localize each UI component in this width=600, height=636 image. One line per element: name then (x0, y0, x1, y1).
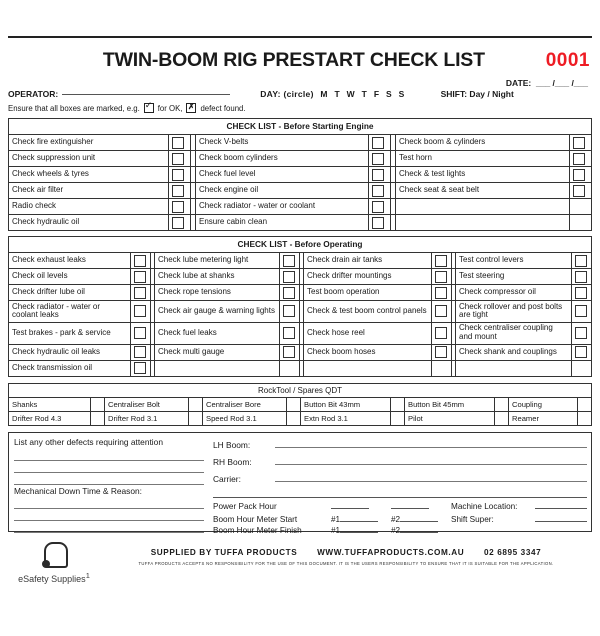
check-item-label: Check radiator - water or coolant (196, 199, 369, 215)
downtime-label: Mechanical Down Time & Reason: (14, 485, 143, 496)
boom-hour-start-field-2[interactable] (391, 515, 451, 526)
check-item-checkbox[interactable] (169, 199, 191, 215)
power-pack-hour-label: Power Pack Hour (213, 501, 277, 511)
check-item-label: Check centraliser coupling and mount (456, 322, 572, 344)
checkbox-icon[interactable] (372, 137, 384, 149)
check-item-label-empty (456, 360, 572, 376)
phone-text: 02 6895 3347 (484, 547, 542, 557)
lh-boom-input-rule[interactable] (275, 437, 587, 448)
checkbox-icon[interactable] (575, 346, 587, 358)
boom-start-f2-label: #2 (391, 515, 401, 525)
day-option-tue[interactable]: T (334, 89, 340, 99)
table-row (9, 269, 592, 285)
carrier-input-rule[interactable] (275, 471, 587, 482)
check-item-label: Check & test lights (396, 167, 570, 183)
check-item-label: Test brakes - park & service (9, 322, 131, 344)
checkbox-icon[interactable] (134, 346, 146, 358)
operator-meta-row (8, 89, 592, 99)
boom-start-f2-rule[interactable] (400, 521, 438, 522)
rocktool-item-label: Pilot (405, 411, 495, 425)
checkbox-icon[interactable] (372, 153, 384, 165)
rocktool-qty-cell[interactable] (495, 411, 509, 425)
rocktool-qty-cell[interactable] (391, 397, 405, 411)
notes-and-meters-block (8, 432, 592, 535)
checkbox-icon[interactable] (372, 217, 384, 229)
boom-hour-start-label: Boom Hour Meter Start (213, 515, 298, 525)
instruction-row (8, 103, 592, 113)
check-item-label: Check boom cylinders (196, 151, 369, 167)
day-label: DAY: (circle) (260, 89, 314, 99)
checkbox-icon[interactable] (372, 185, 384, 197)
checkbox-icon[interactable] (575, 287, 587, 299)
checkbox-placeholder (569, 199, 591, 215)
rocktool-item-label: Speed Rod 3.1 (203, 411, 287, 425)
logo-text (8, 571, 100, 584)
boom-hour-start-row (213, 512, 587, 526)
checkbox-placeholder (571, 360, 591, 376)
table-row (9, 397, 592, 411)
check-item-checkbox[interactable] (569, 135, 591, 151)
rocktool-qty-cell[interactable] (189, 397, 203, 411)
rocktool-item-label: Coupling (509, 397, 578, 411)
table-row (9, 199, 592, 215)
check-item-label: Check V-belts (196, 135, 369, 151)
carrier-label: Carrier: (213, 473, 241, 484)
extra-write-line[interactable] (213, 488, 587, 498)
boom-hour-finish-row (213, 526, 587, 537)
downtime-write-line[interactable] (14, 509, 204, 521)
rocktool-qty-cell[interactable] (577, 397, 591, 411)
day-option-wed[interactable]: W (346, 89, 355, 99)
logo-name: eSafety Supplies (18, 573, 86, 584)
boom-hour-finish-field-1[interactable] (331, 526, 391, 537)
check-item-label: Check drain air tanks (304, 253, 432, 269)
table-row (9, 360, 592, 376)
check-item-label: Check compressor oil (456, 285, 572, 301)
check-item-checkbox[interactable] (280, 301, 300, 323)
table-row (9, 135, 592, 151)
checklist-before-operating (8, 236, 592, 377)
check-item-label: Ensure cabin clean (196, 215, 369, 231)
check-item-label: Check drifter lube oil (9, 285, 131, 301)
booms-and-meters-section (209, 433, 591, 535)
rocktool-spares-table (8, 383, 592, 426)
instruction-ok-text: for OK, (157, 103, 183, 113)
rh-boom-field[interactable] (213, 454, 587, 467)
check-item-label: Check shank and couplings (456, 344, 572, 360)
check-item-checkbox[interactable] (280, 269, 300, 285)
check-item-label: Check boom & cylinders (396, 135, 570, 151)
section-heading-before-operating: CHECK LIST - Before Operating (9, 237, 592, 253)
meters-section (213, 499, 587, 537)
check-item-checkbox[interactable] (571, 253, 591, 269)
operator-field[interactable] (8, 89, 230, 99)
operator-input-rule[interactable] (62, 94, 230, 95)
check-item-label-empty (304, 360, 432, 376)
speech-bubble-icon (41, 542, 67, 570)
checklist-before-starting-engine (8, 118, 592, 231)
rocktool-qty-cell[interactable] (287, 411, 301, 425)
boom-hour-finish-label: Boom Hour Meter Finish (213, 525, 302, 535)
checkbox-icon[interactable] (573, 153, 585, 165)
checkbox-icon[interactable] (435, 287, 447, 299)
date-field[interactable] (8, 78, 592, 88)
checkbox-icon[interactable] (435, 255, 447, 267)
rocktool-item-label: Shanks (9, 397, 91, 411)
machine-location-label: Machine Location: (451, 501, 518, 511)
table-row (9, 253, 592, 269)
table-row (9, 344, 592, 360)
check-item-label: Check air gauge & warning lights (155, 301, 280, 323)
checkbox-icon[interactable] (283, 271, 295, 283)
check-item-checkbox[interactable] (432, 253, 452, 269)
disclaimer-text: TUFFA PRODUCTS ACCEPTS NO RESPONSIBILITY FOR THE USE OF THIS DOCUMENT. IT IS THE USERS RESPONSIBILITY TO ENSURE THAT IT IS SUITABLE FOR THE APPLICATION. (138, 560, 554, 566)
check-item-label: Check fuel leaks (155, 322, 280, 344)
table-row (9, 215, 592, 231)
checkbox-icon[interactable] (283, 305, 295, 317)
check-item-checkbox[interactable] (169, 135, 191, 151)
checkbox-icon[interactable] (575, 271, 587, 283)
check-item-checkbox[interactable] (280, 285, 300, 301)
checkbox-icon[interactable] (372, 201, 384, 213)
check-item-checkbox[interactable] (369, 151, 391, 167)
check-item-label: Check fuel level (196, 167, 369, 183)
power-pack-hour-row (213, 499, 587, 513)
document-number: 0001 (545, 50, 590, 71)
checkbox-tick-icon (144, 103, 154, 113)
day-option-thu[interactable]: T (361, 89, 368, 99)
defects-label: List any other defects requiring attention (14, 436, 163, 447)
check-item-label: Check engine oil (196, 183, 369, 199)
check-item-label-empty (155, 360, 280, 376)
rh-boom-label: RH Boom: (213, 456, 252, 467)
check-item-label-empty (396, 215, 570, 231)
section-heading-before-start: CHECK LIST - Before Starting Engine (9, 119, 592, 135)
document-header (8, 49, 592, 72)
check-item-label: Check lube metering light (155, 253, 280, 269)
table-row (9, 301, 592, 323)
date-blanks: ___ /___ /___ (533, 78, 588, 88)
check-item-checkbox[interactable] (131, 285, 151, 301)
check-item-checkbox[interactable] (571, 322, 591, 344)
boom-start-f1-label: #1 (331, 515, 341, 525)
check-item-label: Check hydraulic oil leaks (9, 344, 131, 360)
check-item-checkbox[interactable] (571, 269, 591, 285)
day-option-mon[interactable]: M (320, 89, 328, 99)
boom-hour-start-field-1[interactable] (331, 515, 391, 526)
page-title: TWIN-BOOM RIG PRESTART CHECK LIST (102, 49, 485, 71)
rocktool-item-label: Centraliser Bore (203, 397, 287, 411)
table-row (9, 167, 592, 183)
checkbox-icon[interactable] (575, 305, 587, 317)
check-item-checkbox[interactable] (569, 167, 591, 183)
check-item-checkbox[interactable] (369, 183, 391, 199)
checkbox-icon[interactable] (435, 327, 447, 339)
supplied-by-text: SUPPLIED BY TUFFA PRODUCTS (150, 547, 298, 557)
checkbox-cross-icon (186, 103, 196, 113)
machine-location-input-rule[interactable] (535, 499, 587, 509)
boom-finish-f2-rule[interactable] (400, 532, 438, 533)
checkbox-icon[interactable] (172, 137, 184, 149)
check-item-label: Test steering (456, 269, 572, 285)
rocktool-item-label: Button Bit 45mm (405, 397, 495, 411)
check-item-label: Check lube at shanks (155, 269, 280, 285)
checkbox-icon[interactable] (134, 327, 146, 339)
day-field[interactable] (260, 89, 404, 99)
check-item-label: Check rollover and post bolts are tight (456, 301, 572, 323)
check-item-checkbox[interactable] (131, 322, 151, 344)
check-item-label: Check wheels & tyres (9, 167, 169, 183)
checkbox-icon[interactable] (435, 305, 447, 317)
check-item-checkbox[interactable] (571, 285, 591, 301)
checkbox-icon[interactable] (575, 327, 587, 339)
check-item-checkbox[interactable] (569, 151, 591, 167)
check-item-label: Check fire extinguisher (9, 135, 169, 151)
rocktool-qty-cell[interactable] (495, 397, 509, 411)
checkbox-icon[interactable] (575, 255, 587, 267)
check-item-checkbox[interactable] (131, 360, 151, 376)
shift-super-input-rule[interactable] (535, 512, 587, 522)
checkbox-icon[interactable] (172, 217, 184, 229)
day-option-sat[interactable]: S (385, 89, 392, 99)
checkbox-icon[interactable] (172, 153, 184, 165)
check-item-checkbox[interactable] (571, 344, 591, 360)
check-item-label-empty (396, 199, 570, 215)
day-option-fri[interactable]: F (373, 89, 380, 99)
check-item-checkbox[interactable] (432, 322, 452, 344)
power-pack-f2-rule[interactable] (391, 508, 429, 509)
prestart-checklist-form (0, 36, 600, 636)
day-options[interactable] (316, 89, 404, 99)
check-item-label: Check & test boom control panels (304, 301, 432, 323)
check-item-checkbox[interactable] (169, 183, 191, 199)
rocktool-qty-cell[interactable] (91, 411, 105, 425)
boom-finish-f1-rule[interactable] (340, 532, 378, 533)
checkbox-icon[interactable] (435, 271, 447, 283)
check-item-label: Check seat & seat belt (396, 183, 570, 199)
checkbox-icon[interactable] (372, 169, 384, 181)
power-pack-field-2[interactable] (391, 502, 451, 513)
supplied-by-line (100, 548, 592, 557)
check-item-checkbox[interactable] (131, 301, 151, 323)
instruction-defect-text: defect found. (200, 103, 246, 113)
table-row (9, 411, 592, 425)
check-item-label: Check radiator - water or coolant leaks (9, 301, 131, 323)
check-item-checkbox[interactable] (432, 269, 452, 285)
rocktool-item-label: Centraliser Bolt (105, 397, 189, 411)
check-item-label: Check multi gauge (155, 344, 280, 360)
check-item-checkbox[interactable] (131, 253, 151, 269)
checkbox-icon[interactable] (172, 185, 184, 197)
checkbox-icon[interactable] (435, 346, 447, 358)
checkbox-icon[interactable] (283, 255, 295, 267)
checkbox-icon[interactable] (172, 201, 184, 213)
defects-write-line[interactable] (14, 449, 204, 461)
rocktool-item-label: Drifter Rod 3.1 (105, 411, 189, 425)
check-item-checkbox[interactable] (280, 344, 300, 360)
checkbox-icon[interactable] (134, 271, 146, 283)
rocktool-item-label: Button Bit 43mm (301, 397, 391, 411)
top-divider (8, 36, 592, 38)
check-item-checkbox[interactable] (169, 215, 191, 231)
lh-boom-label: LH Boom: (213, 439, 251, 450)
power-pack-f1-rule[interactable] (331, 508, 369, 509)
check-item-label: Test horn (396, 151, 570, 167)
rocktool-item-label: Extn Rod 3.1 (301, 411, 391, 425)
checkbox-icon[interactable] (283, 346, 295, 358)
lh-boom-field[interactable] (213, 437, 587, 450)
defects-write-line[interactable] (14, 461, 204, 473)
bubble-dot (42, 560, 50, 568)
boom-hour-finish-field-2[interactable] (391, 526, 451, 537)
table-row (9, 183, 592, 199)
instruction-text: Ensure that all boxes are marked, e.g. (8, 103, 140, 113)
footer (8, 540, 592, 584)
checkbox-icon[interactable] (134, 305, 146, 317)
operator-label: OPERATOR: (8, 89, 59, 99)
check-item-checkbox[interactable] (369, 135, 391, 151)
checkbox-icon[interactable] (283, 287, 295, 299)
carrier-field[interactable] (213, 471, 587, 484)
rocktool-item-label: Drifter Rod 4.3 (9, 411, 91, 425)
rocktool-item-label: Reamer (509, 411, 578, 425)
checkbox-icon[interactable] (134, 287, 146, 299)
check-item-label: Check oil levels (9, 269, 131, 285)
logo-superscript: 1 (85, 570, 90, 580)
esafety-supplies-logo (8, 540, 100, 584)
check-item-checkbox[interactable] (280, 253, 300, 269)
check-item-label: Check transmission oil (9, 360, 131, 376)
date-label: DATE: (505, 78, 532, 88)
check-item-label: Check hose reel (304, 322, 432, 344)
power-pack-field-1[interactable] (331, 502, 391, 513)
check-item-label: Check suppression unit (9, 151, 169, 167)
checkbox-icon[interactable] (283, 327, 295, 339)
check-item-checkbox[interactable] (432, 301, 452, 323)
shift-super-label: Shift Super: (451, 515, 494, 525)
table-row (9, 151, 592, 167)
check-item-label: Check boom hoses (304, 344, 432, 360)
defects-section (9, 433, 209, 531)
check-item-checkbox[interactable] (280, 322, 300, 344)
checkbox-placeholder (280, 360, 300, 376)
checkbox-icon[interactable] (573, 137, 585, 149)
table-row (9, 285, 592, 301)
check-item-checkbox[interactable] (369, 167, 391, 183)
check-item-label: Test boom operation (304, 285, 432, 301)
check-item-checkbox[interactable] (131, 269, 151, 285)
check-item-checkbox[interactable] (169, 167, 191, 183)
shift-field[interactable]: SHIFT: Day / Night (440, 89, 514, 99)
footer-text-block (100, 540, 592, 566)
checkbox-icon[interactable] (573, 185, 585, 197)
check-item-checkbox[interactable] (569, 183, 591, 199)
check-item-checkbox[interactable] (432, 344, 452, 360)
check-item-label: Check exhaust leaks (9, 253, 131, 269)
checkbox-icon[interactable] (134, 255, 146, 267)
boom-finish-f2-label: #2 (391, 525, 401, 535)
rocktool-qty-cell[interactable] (91, 397, 105, 411)
check-item-checkbox[interactable] (131, 344, 151, 360)
website-text[interactable]: WWW.TUFFAPRODUCTS.COM.AU (317, 547, 465, 557)
checkbox-icon[interactable] (172, 169, 184, 181)
check-item-label: Check hydraulic oil (9, 215, 169, 231)
rocktool-qty-cell[interactable] (577, 411, 591, 425)
check-item-checkbox[interactable] (169, 151, 191, 167)
downtime-write-line[interactable] (14, 521, 204, 533)
rh-boom-input-rule[interactable] (275, 454, 587, 465)
check-item-label: Test control levers (456, 253, 572, 269)
day-option-sun[interactable]: S (398, 89, 405, 99)
check-item-checkbox[interactable] (369, 215, 391, 231)
rocktool-qty-cell[interactable] (287, 397, 301, 411)
check-item-label: Radio check (9, 199, 169, 215)
check-item-label: Check drifter mountings (304, 269, 432, 285)
check-item-checkbox[interactable] (571, 301, 591, 323)
checkbox-icon[interactable] (134, 362, 146, 374)
check-item-checkbox[interactable] (369, 199, 391, 215)
check-item-label: Check air filter (9, 183, 169, 199)
checkbox-placeholder (569, 215, 591, 231)
checkbox-placeholder (432, 360, 452, 376)
defects-write-line[interactable] (14, 473, 204, 485)
table-row (9, 322, 592, 344)
rocktool-qty-cell[interactable] (189, 411, 203, 425)
checkbox-icon[interactable] (573, 169, 585, 181)
boom-finish-f1-label: #1 (331, 525, 341, 535)
rocktool-qty-cell[interactable] (391, 411, 405, 425)
check-item-label: Check rope tensions (155, 285, 280, 301)
check-item-checkbox[interactable] (432, 285, 452, 301)
boom-start-f1-rule[interactable] (340, 521, 378, 522)
rocktool-heading: RockTool / Spares QDT (9, 383, 592, 397)
downtime-write-line[interactable] (14, 497, 204, 509)
